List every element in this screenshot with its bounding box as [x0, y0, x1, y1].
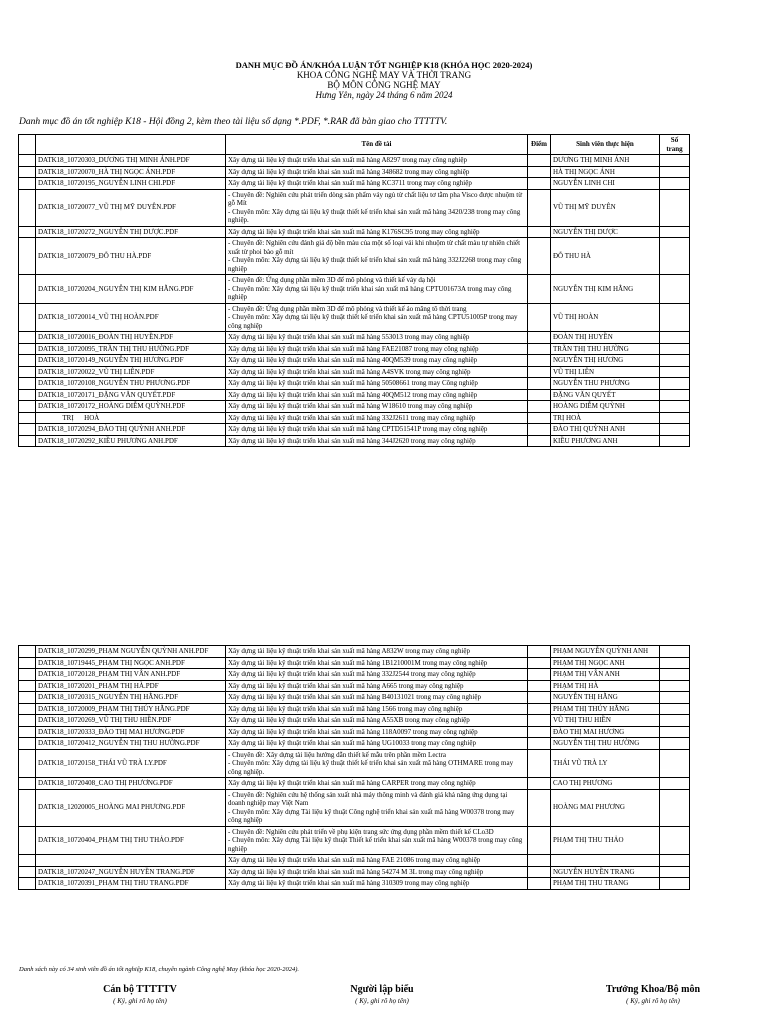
header-index	[19, 135, 36, 155]
index	[19, 343, 36, 355]
index	[19, 332, 36, 344]
signature-subtitle: ( Ký, ghi rõ họ tên)	[355, 997, 409, 1005]
department-name: BỘ MÔN CÔNG NGHỆ MAY	[327, 80, 441, 90]
intro-text: Danh mục đồ án tốt nghiệp K18 - Hội đồng 2, kèm theo tài liệu số dạng *.PDF, *.RAR đã bàn giao cho TTTTTV.	[19, 117, 448, 127]
index	[19, 166, 36, 178]
file-name-cell: DATK18_10720009_PHẠM THỊ THÚY HẰNG.PDF	[36, 703, 226, 715]
table-row	[19, 789, 690, 826]
score-cell	[528, 789, 551, 826]
score-cell	[528, 726, 551, 738]
table-row	[19, 657, 690, 669]
page-count-cell	[660, 226, 690, 238]
score-cell	[528, 155, 551, 167]
student-name-cell: NGUYỄN THỊ DƯỢC	[551, 226, 660, 238]
topic-cell: - Chuyên đề: Xây dựng tài liệu hướng dẫn thiết kế mẫu trên phần mềm Lectra - Chuyên môn: Xây dựng tài liệu kỹ thuật thiết kế triển khai sản xuất mã hàng OTHMARE trong may công nghiệp.	[226, 749, 528, 778]
page-count-cell	[660, 189, 690, 226]
file-name-cell: DATK18_10720158_THÁI VŨ TRÀ LY.PDF	[36, 749, 226, 778]
page-count-cell	[660, 703, 690, 715]
index	[19, 703, 36, 715]
topic-cell: Xây dựng tài liệu kỹ thuật triển khai sản xuất mã hàng 1566 trong may công nghiệp	[226, 703, 528, 715]
file-name-cell: DATK18_10720269_VŨ THỊ THU HIỀN.PDF	[36, 715, 226, 727]
index	[19, 389, 36, 401]
file-name-cell: DATK18_10720022_VŨ THỊ LIÊN.PDF	[36, 366, 226, 378]
table-row	[19, 715, 690, 727]
document-header	[0, 60, 768, 100]
index	[19, 646, 36, 658]
index	[19, 378, 36, 390]
table-row	[19, 738, 690, 750]
score-cell	[528, 692, 551, 704]
table-row	[19, 332, 690, 344]
table-row	[19, 178, 690, 190]
page-count-cell	[660, 303, 690, 332]
file-name-cell: DATK18_10720408_CAO THỊ PHƯƠNG.PDF	[36, 778, 226, 790]
table-row	[19, 275, 690, 304]
student-name-cell: VŨ THỊ THU HIỀN	[551, 715, 660, 727]
index	[19, 866, 36, 878]
score-cell	[528, 275, 551, 304]
score-cell	[528, 657, 551, 669]
score-cell	[528, 401, 551, 413]
index	[19, 226, 36, 238]
score-cell	[528, 435, 551, 447]
page-count-cell	[660, 238, 690, 275]
index	[19, 435, 36, 447]
page-count-cell	[660, 692, 690, 704]
file-name-cell: DATK18_10720333_ĐÀO THỊ MAI HƯƠNG.PDF	[36, 726, 226, 738]
score-cell	[528, 189, 551, 226]
file-name-cell: DATK18_10720299_PHẠM NGUYỄN QUỲNH ANH.PDF	[36, 646, 226, 658]
topic-cell: Xây dựng tài liệu kỹ thuật triển khai sản xuất mã hàng 40QM512 trong may công nghiệp	[226, 389, 528, 401]
score-cell	[528, 226, 551, 238]
index	[19, 726, 36, 738]
index	[19, 238, 36, 275]
score-cell	[528, 715, 551, 727]
student-name-cell: NGUYỄN THỊ HƯƠNG	[551, 355, 660, 367]
student-name-cell: PHẠM THỊ THU THẢO	[551, 826, 660, 855]
signature-title: Trưởng Khoa/Bộ môn	[605, 984, 701, 995]
score-cell	[528, 826, 551, 855]
document-title: DANH MỤC ĐỒ ÁN/KHÓA LUẬN TỐT NGHIỆP K18 (KHÓA HỌC 2020-2024)	[235, 60, 533, 70]
file-name-cell: DATK18_10720128_PHẠM THỊ VÂN ANH.PDF	[36, 669, 226, 681]
page-count-cell	[660, 738, 690, 750]
score-cell	[528, 238, 551, 275]
table-row	[19, 226, 690, 238]
student-name-cell: PHẠM THỊ NGỌC ANH	[551, 657, 660, 669]
table-row	[19, 855, 690, 867]
file-name-cell: DATK18_10720292_KIỀU PHƯƠNG ANH.PDF	[36, 435, 226, 447]
score-cell	[528, 646, 551, 658]
page-count-cell	[660, 275, 690, 304]
file-name-cell: DATK18_10720016_ĐOÀN THỊ HUYỀN.PDF	[36, 332, 226, 344]
topic-cell: - Chuyên đề: Ứng dụng phần mềm 3D để mô phỏng và thiết kế áo măng tô thời trang - Chuyên môn: Xây dựng tài liệu kỹ thuật thiết kế triển khai sản xuất mã hàng CPTU51005P trong may công nghiệp	[226, 303, 528, 332]
file-name-cell	[36, 855, 226, 867]
index	[19, 680, 36, 692]
student-name-cell: CAO THỊ PHƯƠNG	[551, 778, 660, 790]
table-row	[19, 866, 690, 878]
table-row	[19, 343, 690, 355]
file-name-cell: DATK18_10720201_PHẠM THỊ HÀ.PDF	[36, 680, 226, 692]
table-row	[19, 412, 690, 424]
index	[19, 303, 36, 332]
table-header-row	[19, 135, 690, 155]
table-row	[19, 669, 690, 681]
student-name-cell: ĐÀO THỊ QUỲNH ANH	[551, 424, 660, 436]
topic-cell: - Chuyên đề: Nghiên cứu phát triển về phụ kiện trang sức ứng dụng phần mềm thiết kế CLo3D - Chuyên môn: Xây dựng Tài liệu kỹ thuật Thiết kế triển khai sản xuất mã hàng W00378 trong may công nghiệp	[226, 826, 528, 855]
topic-cell: Xây dựng tài liệu kỹ thuật triển khai sản xuất mã hàng KC3711 trong may công nghiệp	[226, 178, 528, 190]
score-cell	[528, 738, 551, 750]
file-name-cell: DATK18_10720171_ĐẶNG VĂN QUYẾT.PDF	[36, 389, 226, 401]
topic-cell: Xây dựng tài liệu kỹ thuật triển khai sản xuất mã hàng 310309 trong may công nghiệp	[226, 878, 528, 890]
student-name-cell: TRỊ HOÀ	[551, 412, 660, 424]
page-count-cell	[660, 726, 690, 738]
file-name-cell: DATK18_10720070_HÀ THỊ NGỌC ÁNH.PDF	[36, 166, 226, 178]
score-cell	[528, 343, 551, 355]
page-count-cell	[660, 401, 690, 413]
topic-cell: Xây dựng tài liệu kỹ thuật triển khai sản xuất mã hàng 50508661 trong may Công nghiệp	[226, 378, 528, 390]
header-file	[36, 135, 226, 155]
topic-cell: Xây dựng tài liệu kỹ thuật triển khai sản xuất mã hàng 348682 trong may công nghiệp	[226, 166, 528, 178]
page-count-cell	[660, 332, 690, 344]
page-count-cell	[660, 343, 690, 355]
page-count-cell	[660, 866, 690, 878]
student-name-cell: ĐẶNG VĂN QUYẾT	[551, 389, 660, 401]
page-count-cell	[660, 855, 690, 867]
score-cell	[528, 778, 551, 790]
student-name-cell: PHẠM THỊ THU TRANG	[551, 878, 660, 890]
file-name-cell: DATK18_10720294_ĐÀO THỊ QUỲNH ANH.PDF	[36, 424, 226, 436]
index	[19, 715, 36, 727]
topic-cell: - Chuyên đề: Nghiên cứu đánh giá độ bền màu của một số loại vải khi nhuộm từ chất màu tự nhiên chiết xuất từ phoi bào gỗ mít - Chuyên môn: Xây dựng tài liệu kỹ thuật thiết kế triển khai sản xuất mã hàng 332J2268 trong may công nghiệp	[226, 238, 528, 275]
score-cell	[528, 878, 551, 890]
score-cell	[528, 855, 551, 867]
score-cell	[528, 178, 551, 190]
topic-cell: Xây dựng tài liệu kỹ thuật triển khai sản xuất mã hàng A665 trong may công nghiệp	[226, 680, 528, 692]
header-topic: Tên đề tài	[226, 135, 528, 155]
table-row	[19, 378, 690, 390]
file-name-cell: DATK18_12020005_HOÀNG MAI PHƯƠNG.PDF	[36, 789, 226, 826]
file-name-cell: DATK18_10720108_NGUYỄN THU PHƯƠNG.PDF	[36, 378, 226, 390]
page-count-cell	[660, 878, 690, 890]
score-cell	[528, 669, 551, 681]
file-name-cell: DATK18_10719445_PHẠM THỊ NGỌC ANH.PDF	[36, 657, 226, 669]
topic-cell: Xây dựng tài liệu kỹ thuật triển khai sản xuất mã hàng 40QM539 trong may công nghiệp	[226, 355, 528, 367]
topic-cell: Xây dựng tài liệu kỹ thuật triển khai sản xuất mã hàng 553013 trong may công nghiệp	[226, 332, 528, 344]
table-row	[19, 778, 690, 790]
topic-cell: Xây dựng tài liệu kỹ thuật triển khai sản xuất mã hàng 332J2544 trong may công nghiệp	[226, 669, 528, 681]
score-cell	[528, 389, 551, 401]
index	[19, 878, 36, 890]
topic-cell: - Chuyên đề: Nghiên cứu phát triển dòng sản phẩm váy ngủ từ chất liệu tơ tằm pha Visco được nhuộm từ gỗ Mít - Chuyên môn: Xây dựng tài liệu kỹ thuật thiết kế triển khai sản xuất mã hàng 3420/238 trong may công nghiệp.	[226, 189, 528, 226]
topic-cell: Xây dựng tài liệu kỹ thuật triển khai sản xuất mã hàng A4SVK trong may công nghiệp	[226, 366, 528, 378]
topic-cell: Xây dựng tài liệu kỹ thuật triển khai sản xuất mã hàng 54274 M 3L trong may công nghiệp	[226, 866, 528, 878]
student-name-cell: PHẠM NGUYỄN QUỲNH ANH	[551, 646, 660, 658]
file-name-cell: DATK18_10720079_ĐỖ THU HÀ.PDF	[36, 238, 226, 275]
topic-cell: Xây dựng tài liệu kỹ thuật triển khai sản xuất mã hàng 1B1210001M trong may công nghiệp	[226, 657, 528, 669]
topic-cell: Xây dựng tài liệu kỹ thuật triển khai sản xuất mã hàng A832W trong may công nghiệp	[226, 646, 528, 658]
file-name-cell: DATK18_10720303_DƯƠNG THỊ MINH ÁNH.PDF	[36, 155, 226, 167]
student-name-cell: NGUYỄN LINH CHI	[551, 178, 660, 190]
table-row	[19, 749, 690, 778]
faculty-name: KHOA CÔNG NGHỆ MAY VÀ THỜI TRANG	[296, 70, 472, 80]
table-row	[19, 646, 690, 658]
page-count-cell	[660, 412, 690, 424]
index	[19, 275, 36, 304]
signature-librarian	[50, 984, 230, 1005]
page-count-cell	[660, 778, 690, 790]
score-cell	[528, 366, 551, 378]
index	[19, 826, 36, 855]
signature-head	[563, 984, 743, 1005]
file-name-cell: DATK18_10720172_HOÀNG DIỄM QUỲNH.PDF	[36, 401, 226, 413]
index	[19, 738, 36, 750]
table-row	[19, 692, 690, 704]
topic-cell: - Chuyên đề: Ứng dụng phần mềm 3D để mô phỏng và thiết kế váy dạ hội - Chuyên môn: Xây dựng tài liệu kỹ thuật triển khai sản xuất mã hàng CPTU01673A trong may công nghiệp	[226, 275, 528, 304]
file-name-cell: DATK18_10720149_NGUYỄN THỊ HƯƠNG.PDF	[36, 355, 226, 367]
index	[19, 155, 36, 167]
index	[19, 401, 36, 413]
table-row	[19, 303, 690, 332]
file-name-cell: DATK18_10720247_NGUYỄN HUYỀN TRANG.PDF	[36, 866, 226, 878]
table-row	[19, 435, 690, 447]
table-row	[19, 355, 690, 367]
student-name-cell: VŨ THỊ HOÀN	[551, 303, 660, 332]
table-row	[19, 424, 690, 436]
student-name-cell: HOÀNG MAI PHƯƠNG	[551, 789, 660, 826]
file-name-cell: DATK18_10720014_VŨ THỊ HOÀN.PDF	[36, 303, 226, 332]
header-student: Sinh viên thực hiện	[551, 135, 660, 155]
signature-preparer	[292, 984, 472, 1005]
index	[19, 412, 36, 424]
student-name-cell	[551, 855, 660, 867]
table-row	[19, 166, 690, 178]
page-count-cell	[660, 166, 690, 178]
index	[19, 692, 36, 704]
signature-subtitle: ( Ký, ghi rõ họ tên)	[626, 997, 680, 1005]
topic-cell: Xây dựng tài liệu kỹ thuật triển khai sản xuất mã hàng B40131021 trong may công nghiệp	[226, 692, 528, 704]
student-name-cell: NGUYỄN THỊ HẰNG	[551, 692, 660, 704]
index	[19, 855, 36, 867]
page-count-cell	[660, 680, 690, 692]
footnote: Danh sách này có 34 sinh viên đồ án tốt nghiệp K18, chuyên ngành Công nghệ May (khóa học 2020-2024).	[19, 966, 299, 973]
topic-cell: Xây dựng tài liệu kỹ thuật triển khai sản xuất mã hàng A55XB trong may công nghiệp	[226, 715, 528, 727]
score-cell	[528, 703, 551, 715]
file-name-cell: DATK18_10720404_PHẠM THỊ THU THẢO.PDF	[36, 826, 226, 855]
file-name-cell: DATK18_10720077_VŨ THỊ MỸ DUYÊN.PDF	[36, 189, 226, 226]
file-name-cell: DATK18_10720195_NGUYỄN LINH CHI.PDF	[36, 178, 226, 190]
file-name-cell: DATK18_10720095_TRẦN THỊ THU HƯỜNG.PDF	[36, 343, 226, 355]
topic-cell: Xây dựng tài liệu kỹ thuật triển khai sản xuất mã hàng W18610 trong may công nghiệp	[226, 401, 528, 413]
student-name-cell: HOÀNG DIỄM QUỲNH	[551, 401, 660, 413]
topic-cell: Xây dựng tài liệu kỹ thuật triển khai sản xuất mã hàng A8297 trong may công nghiệp	[226, 155, 528, 167]
score-cell	[528, 303, 551, 332]
score-cell	[528, 332, 551, 344]
student-name-cell: HÀ THỊ NGỌC ÁNH	[551, 166, 660, 178]
student-name-cell: NGUYỄN THU PHƯƠNG	[551, 378, 660, 390]
signature-subtitle: ( Ký, ghi rõ họ tên)	[113, 997, 167, 1005]
page-count-cell	[660, 366, 690, 378]
student-name-cell: VŨ THỊ LIÊN	[551, 366, 660, 378]
score-cell	[528, 166, 551, 178]
index	[19, 355, 36, 367]
student-name-cell: ĐÀO THỊ MAI HƯƠNG	[551, 726, 660, 738]
score-cell	[528, 355, 551, 367]
index	[19, 789, 36, 826]
student-name-cell: THÁI VŨ TRÀ LY	[551, 749, 660, 778]
file-name-cell: DATK18_10720272_NGUYỄN THỊ DƯỢC.PDF	[36, 226, 226, 238]
student-name-cell: PHẠM THỊ VÂN ANH	[551, 669, 660, 681]
student-name-cell: ĐOÀN THỊ HUYỀN	[551, 332, 660, 344]
score-cell	[528, 866, 551, 878]
page-count-cell	[660, 155, 690, 167]
index	[19, 669, 36, 681]
table-row	[19, 726, 690, 738]
file-name-cell: DATK18_10720391_PHẠM THỊ THU TRANG.PDF	[36, 878, 226, 890]
page-count-cell	[660, 646, 690, 658]
signature-title: Cán bộ TTTTTV	[103, 984, 177, 995]
index	[19, 749, 36, 778]
page-count-cell	[660, 389, 690, 401]
file-name-cell: TRỊ HOÀ	[36, 412, 226, 424]
page-count-cell	[660, 424, 690, 436]
topic-cell: Xây dựng tài liệu kỹ thuật triển khai sản xuất mã hàng FAE 21086 trong may công nghiệp	[226, 855, 528, 867]
topic-cell: Xây dựng tài liệu kỹ thuật triển khai sản xuất mã hàng 344J2620 trong may công nghiệp	[226, 435, 528, 447]
page-count-cell	[660, 435, 690, 447]
thesis-table-part-2	[18, 645, 690, 890]
table-row	[19, 826, 690, 855]
topic-cell: Xây dựng tài liệu kỹ thuật triển khai sản xuất mã hàng K176SC95 trong may công nghiệp	[226, 226, 528, 238]
student-name-cell: PHẠM THỊ THÚY HẰNG	[551, 703, 660, 715]
student-name-cell: VŨ THỊ MỸ DUYÊN	[551, 189, 660, 226]
score-cell	[528, 412, 551, 424]
student-name-cell: DƯƠNG THỊ MINH ÁNH	[551, 155, 660, 167]
page-count-cell	[660, 715, 690, 727]
topic-cell: Xây dựng tài liệu kỹ thuật triển khai sản xuất mã hàng 332J2611 trong may công nghiệp	[226, 412, 528, 424]
file-name-cell: DATK18_10720204_NGUYỄN THỊ KIM HẰNG.PDF	[36, 275, 226, 304]
index	[19, 424, 36, 436]
topic-cell: Xây dựng tài liệu kỹ thuật triển khai sản xuất mã hàng FAE21087 trong may công nghiệp	[226, 343, 528, 355]
header-pages: Số trang	[660, 135, 690, 155]
table-row	[19, 366, 690, 378]
topic-cell: Xây dựng tài liệu kỹ thuật triển khai sản xuất mã hàng CARPER trong may công nghiệp	[226, 778, 528, 790]
table-row	[19, 878, 690, 890]
page-count-cell	[660, 657, 690, 669]
page-count-cell	[660, 378, 690, 390]
thesis-table-part-1	[18, 134, 690, 447]
topic-cell: Xây dựng tài liệu kỹ thuật triển khai sản xuất mã hàng 118A0097 trong may công nghiệp	[226, 726, 528, 738]
topic-cell: Xây dựng tài liệu kỹ thuật triển khai sản xuất mã hàng UG10033 trong may công nghiệp	[226, 738, 528, 750]
page-count-cell	[660, 669, 690, 681]
document-date: Hưng Yên, ngày 24 tháng 6 năm 2024	[315, 90, 453, 100]
table-row	[19, 238, 690, 275]
table-row	[19, 389, 690, 401]
page-count-cell	[660, 178, 690, 190]
topic-cell: Xây dựng tài liệu kỹ thuật triển khai sản xuất mã hàng CPTD51541P trong may công nghiệp	[226, 424, 528, 436]
file-name-cell: DATK18_10720412_NGUYỄN THỊ THU HƯỜNG.PDF	[36, 738, 226, 750]
student-name-cell: PHẠM THỊ HÀ	[551, 680, 660, 692]
page-count-cell	[660, 826, 690, 855]
student-name-cell: KIỀU PHƯƠNG ANH	[551, 435, 660, 447]
page-count-cell	[660, 789, 690, 826]
page-count-cell	[660, 749, 690, 778]
table-row	[19, 155, 690, 167]
index	[19, 189, 36, 226]
index	[19, 178, 36, 190]
table-row	[19, 703, 690, 715]
index	[19, 657, 36, 669]
score-cell	[528, 749, 551, 778]
table-row	[19, 680, 690, 692]
file-name-cell: DATK18_10720315_NGUYỄN THỊ HẰNG.PDF	[36, 692, 226, 704]
student-name-cell: TRẦN THỊ THU HƯỜNG	[551, 343, 660, 355]
signature-title: Người lập biểu	[350, 984, 414, 995]
student-name-cell: ĐỖ THU HÀ	[551, 238, 660, 275]
topic-cell: - Chuyên đề: Nghiên cứu hệ thống sản xuất nhà máy thông minh và đánh giá khả năng ứng dụng tại doanh nghiệp may Việt Nam - Chuyên môn: Xây dựng Tài liệu kỹ thuật Công nghệ triển khai sản xuất mã hàng W00378 trong may công nghiệp	[226, 789, 528, 826]
index	[19, 366, 36, 378]
index	[19, 778, 36, 790]
student-name-cell: NGUYỄN THỊ KIM HẰNG	[551, 275, 660, 304]
page-count-cell	[660, 355, 690, 367]
table-row	[19, 189, 690, 226]
score-cell	[528, 424, 551, 436]
score-cell	[528, 680, 551, 692]
table-row	[19, 401, 690, 413]
score-cell	[528, 378, 551, 390]
student-name-cell: NGUYỄN HUYỀN TRANG	[551, 866, 660, 878]
header-score: Điểm	[528, 135, 551, 155]
student-name-cell: NGUYỄN THỊ THU HƯỜNG	[551, 738, 660, 750]
